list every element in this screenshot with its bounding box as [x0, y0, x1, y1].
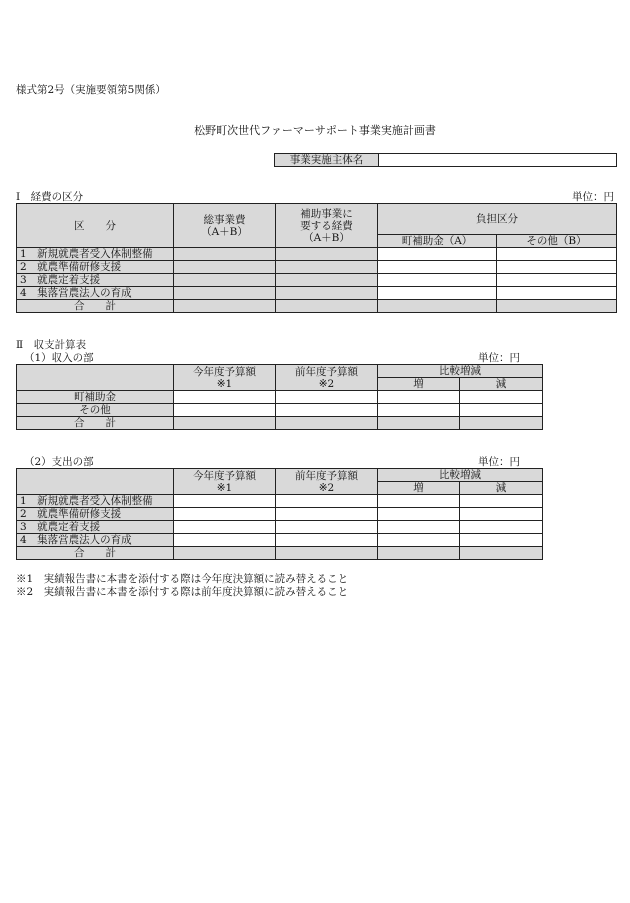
input-cell[interactable]	[460, 404, 543, 417]
header-subsidy-line2: 要する経費	[300, 219, 353, 232]
input-cell[interactable]	[378, 287, 497, 300]
cell	[276, 287, 378, 300]
header-other: その他（B）	[497, 235, 617, 248]
header-town-subsidy: 町補助金（A）	[378, 235, 497, 248]
implementer-table	[274, 153, 617, 167]
table-row	[17, 534, 543, 547]
input-cell[interactable]	[276, 534, 378, 547]
row-label: 町補助金	[17, 391, 174, 404]
header-prev-year	[276, 365, 378, 391]
header-this-year-line2: ※1	[216, 481, 233, 494]
cell	[174, 274, 276, 287]
expense-table	[16, 468, 543, 560]
cell	[276, 300, 378, 313]
header-subsidy	[276, 204, 378, 248]
input-cell[interactable]	[174, 521, 276, 534]
note-2: ※2 実績報告書に本書を添付する際は前年度決算額に読み替えること	[16, 586, 349, 598]
header-subsidy-line1: 補助事業に	[300, 207, 353, 220]
header-kubun: 区 分	[17, 204, 174, 248]
header-prev-year-line1: 前年度予算額	[295, 469, 358, 482]
header-subsidy-line3: （A＋B）	[303, 231, 350, 244]
input-cell[interactable]	[174, 534, 276, 547]
row-label: 3 就農定着支援	[17, 274, 174, 287]
cell	[174, 287, 276, 300]
table-row	[17, 391, 543, 404]
input-cell[interactable]	[460, 508, 543, 521]
cell	[276, 274, 378, 287]
input-cell[interactable]	[276, 508, 378, 521]
total-row	[17, 300, 617, 313]
input-cell[interactable]	[378, 248, 497, 261]
expense-unit: 単位：円	[478, 456, 520, 468]
cell	[174, 547, 276, 560]
header-this-year-line1: 今年度予算額	[193, 365, 256, 378]
table-row	[17, 495, 543, 508]
header-prev-year-line2: ※2	[318, 377, 335, 390]
cell	[174, 248, 276, 261]
total-label: 合 計	[17, 417, 174, 430]
header-prev-year	[276, 469, 378, 495]
cell	[174, 261, 276, 274]
section1-heading: Ⅰ 経費の区分	[16, 191, 84, 203]
row-label: 3 就農定着支援	[17, 521, 174, 534]
income-heading: （1）収入の部	[24, 352, 94, 364]
input-cell[interactable]	[378, 521, 460, 534]
total-label: 合 計	[17, 300, 174, 313]
cell	[276, 261, 378, 274]
input-cell[interactable]	[460, 534, 543, 547]
header-compare: 比較増減	[378, 365, 543, 378]
total-label: 合 計	[17, 547, 174, 560]
input-cell[interactable]	[378, 534, 460, 547]
input-cell[interactable]	[174, 391, 276, 404]
cell	[460, 547, 543, 560]
table-row	[17, 261, 617, 274]
input-cell[interactable]	[174, 495, 276, 508]
input-cell[interactable]	[460, 495, 543, 508]
input-cell[interactable]	[276, 495, 378, 508]
total-row	[17, 547, 543, 560]
page-title: 松野町次世代ファーマーサポート事業実施計画書	[194, 124, 436, 137]
cell	[276, 248, 378, 261]
input-cell[interactable]	[378, 508, 460, 521]
input-cell[interactable]	[276, 404, 378, 417]
input-cell[interactable]	[174, 508, 276, 521]
form-number: 様式第2号（実施要領第5関係）	[16, 84, 166, 96]
header-decrease: 減	[460, 378, 543, 391]
header-prev-year-line2: ※2	[318, 481, 335, 494]
table-row	[17, 508, 543, 521]
cell	[276, 547, 378, 560]
input-cell[interactable]	[378, 404, 460, 417]
input-cell[interactable]	[460, 521, 543, 534]
input-cell[interactable]	[276, 391, 378, 404]
header-this-year-line1: 今年度予算額	[193, 469, 256, 482]
row-label: 4 集落営農法人の育成	[17, 534, 174, 547]
table-row	[17, 248, 617, 261]
input-cell[interactable]	[276, 521, 378, 534]
header-total	[174, 204, 276, 248]
cell	[276, 417, 378, 430]
table-row	[17, 287, 617, 300]
section1-unit: 単位：円	[572, 191, 614, 203]
header-blank	[17, 469, 174, 495]
input-cell[interactable]	[378, 274, 497, 287]
implementer-field[interactable]	[379, 154, 617, 167]
cell	[174, 300, 276, 313]
row-label: 1 新規就農者受入体制整備	[17, 248, 174, 261]
row-label: 4 集落営農法人の育成	[17, 287, 174, 300]
input-cell[interactable]	[460, 391, 543, 404]
row-label: その他	[17, 404, 174, 417]
header-burden: 負担区分	[378, 204, 617, 235]
input-cell[interactable]	[497, 287, 617, 300]
row-label: 1 新規就農者受入体制整備	[17, 495, 174, 508]
table-row	[17, 521, 543, 534]
input-cell[interactable]	[378, 495, 460, 508]
header-prev-year-line1: 前年度予算額	[295, 365, 358, 378]
header-increase: 増	[378, 482, 460, 495]
input-cell[interactable]	[497, 261, 617, 274]
cell	[378, 300, 497, 313]
table-row	[17, 274, 617, 287]
input-cell[interactable]	[497, 274, 617, 287]
header-total-line2: （A＋B）	[201, 225, 248, 238]
header-total-line1: 総事業費	[203, 213, 246, 226]
header-this-year-line2: ※1	[216, 377, 233, 390]
input-cell[interactable]	[378, 261, 497, 274]
header-compare: 比較増減	[378, 469, 543, 482]
header-blank	[17, 365, 174, 391]
income-table	[16, 364, 543, 430]
input-cell[interactable]	[174, 404, 276, 417]
expense-division-table	[16, 203, 617, 313]
input-cell[interactable]	[497, 248, 617, 261]
row-label: 2 就農準備研修支援	[17, 261, 174, 274]
header-this-year	[174, 365, 276, 391]
header-decrease: 減	[460, 482, 543, 495]
row-label: 2 就農準備研修支援	[17, 508, 174, 521]
cell	[378, 547, 460, 560]
expense-heading: （2）支出の部	[24, 456, 94, 468]
header-this-year	[174, 469, 276, 495]
cell	[497, 300, 617, 313]
input-cell[interactable]	[378, 391, 460, 404]
cell	[174, 417, 276, 430]
cell	[460, 417, 543, 430]
total-row	[17, 417, 543, 430]
cell	[378, 417, 460, 430]
table-row	[17, 404, 543, 417]
header-increase: 増	[378, 378, 460, 391]
note-1: ※1 実績報告書に本書を添付する際は今年度決算額に読み替えること	[16, 573, 349, 585]
implementer-label: 事業実施主体名	[275, 154, 379, 167]
section2-heading: Ⅱ 収支計算表	[16, 339, 87, 351]
income-unit: 単位：円	[478, 352, 520, 364]
